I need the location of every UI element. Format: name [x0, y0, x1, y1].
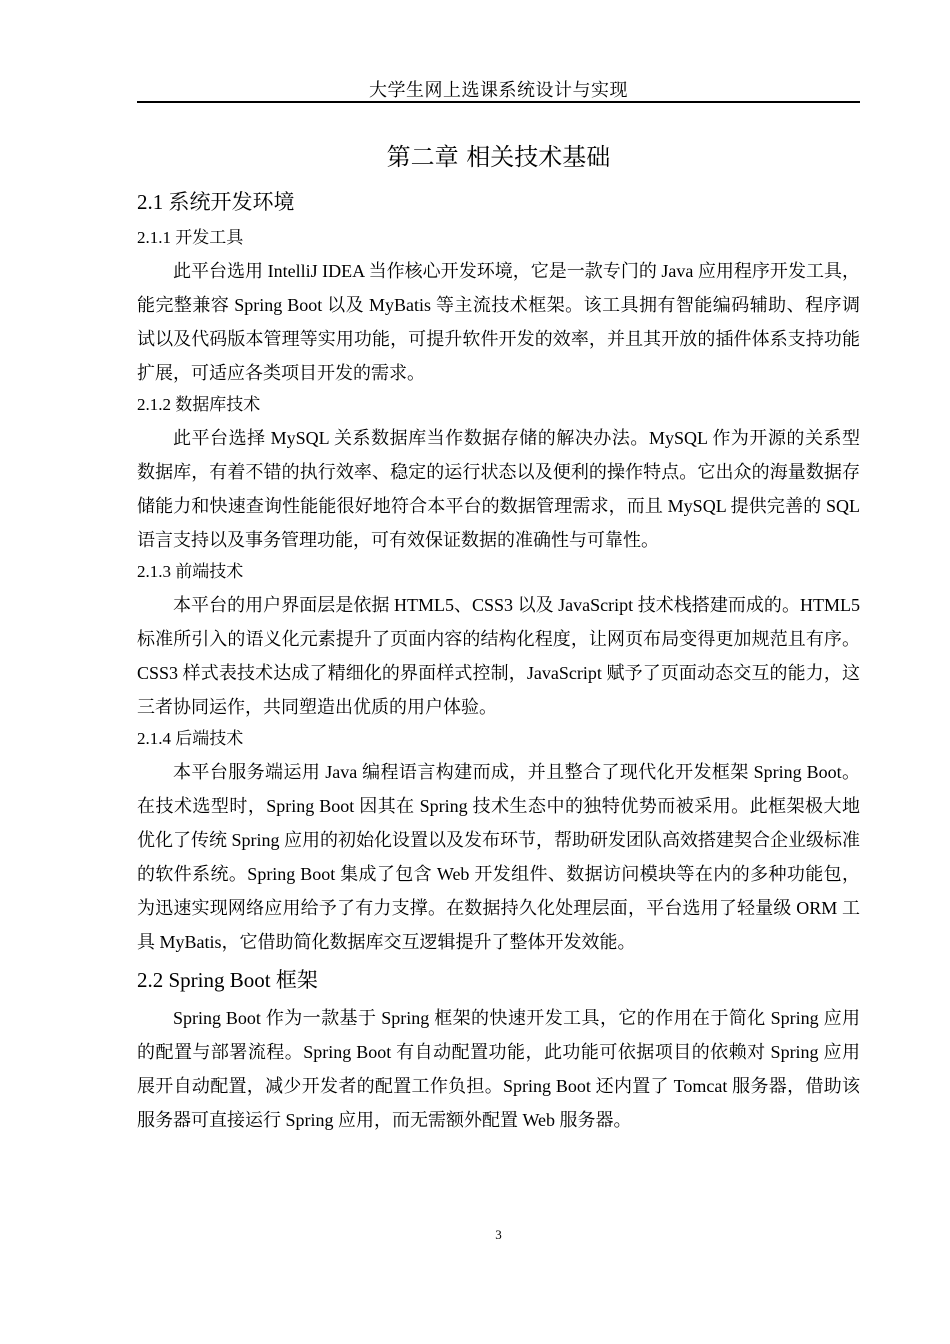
subsection-heading-2-1-4: 2.1.4 后端技术	[137, 729, 244, 748]
chapter-title: 第二章 相关技术基础	[386, 143, 611, 171]
paragraph-dev-tools: 此平台选用 IntelliJ IDEA 当作核心开发环境，它是一款专门的 Java 应用程序开发工具，能完整兼容 Spring Boot 以及 MyBatis 等主流技术框架。该工具拥有智能编码辅助、程序调试以及代码版本管理等实用功能，可提升软件开发的效率，并且其开放的插件体系支持功能扩展，可适应各类项目开发的需求。	[137, 261, 860, 383]
paragraph-database: 此平台选择 MySQL 关系数据库当作数据存储的解决办法。MySQL 作为开源的关系型数据库，有着不错的执行效率、稳定的运行状态以及便利的操作特点。它出众的海量数据存储能力和快速查询性能能很好地符合本平台的数据管理需求，而且 MySQL 提供完善的 SQL 语言支持以及事务管理功能，可有效保证数据的准确性与可靠性。	[137, 428, 860, 550]
page-header: 大学生网上选课系统设计与实现	[369, 80, 628, 100]
paragraph-spring-boot: Spring Boot 作为一款基于 Spring 框架的快速开发工具，它的作用在于简化 Spring 应用的配置与部署流程。Spring Boot 有自动配置功能，此功能可依据项目的依赖对 Spring 应用展开自动配置，减少开发者的配置工作负担。Spring Boot 还内置了 Tomcat 服务器，借助该服务器可直接运行 Spring 应用，而无需额外配置 Web 服务器。	[137, 1008, 860, 1130]
page-number: 3	[495, 1227, 502, 1242]
document-page	[137, 0, 860, 1344]
header-divider	[137, 101, 860, 103]
paragraph-backend: 本平台服务端运用 Java 编程语言构建而成，并且整合了现代化开发框架 Spring Boot。在技术选型时，Spring Boot 因其在 Spring 技术生态中的独特优势而被采用。此框架极大地优化了传统 Spring 应用的初始化设置以及发布环节，帮助研发团队高效搭建契合企业级标准的软件系统。Spring Boot 集成了包含 Web 开发组件、数据访问模块等在内的多种功能包，为迅速实现网络应用给予了有力支撑。在数据持久化处理层面，平台选用了轻量级 ORM 工具 MyBatis，它借助简化数据库交互逻辑提升了整体开发效能。	[137, 762, 861, 952]
paragraph-frontend: 本平台的用户界面层是依据 HTML5、CSS3 以及 JavaScript 技术栈搭建而成的。HTML5 标准所引入的语义化元素提升了页面内容的结构化程度，让网页布局变得更加规范且有序。CSS3 样式表技术达成了精细化的界面样式控制，JavaScript 赋予了页面动态交互的能力，这三者协同运作，共同塑造出优质的用户体验。	[137, 595, 860, 717]
subsection-heading-2-1-3: 2.1.3 前端技术	[137, 562, 244, 581]
section-heading-2-2: 2.2 Spring Boot 框架	[137, 968, 318, 992]
subsection-heading-2-1-1: 2.1.1 开发工具	[137, 228, 244, 247]
subsection-heading-2-1-2: 2.1.2 数据库技术	[137, 395, 261, 414]
page-content	[137, 135, 860, 1137]
section-heading-2-1: 2.1 系统开发环境	[137, 190, 295, 214]
